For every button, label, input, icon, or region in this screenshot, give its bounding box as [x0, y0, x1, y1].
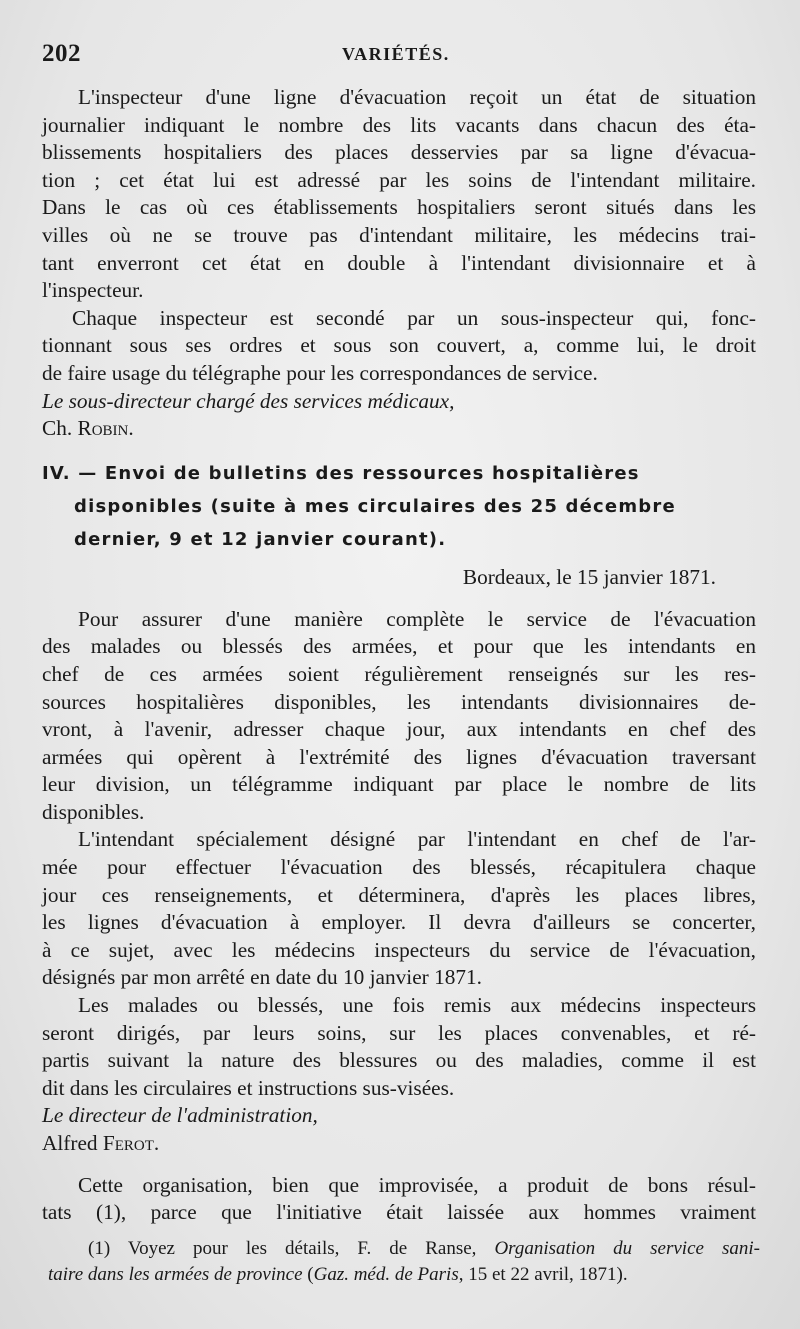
signature-title: Le directeur de l'administration,: [42, 1103, 318, 1128]
footnote-text: (1) Voyez pour les détails, F. de Ranse,: [88, 1238, 495, 1259]
section-heading-line: IV. — Envoi de bulletins des ressources hospitalières: [42, 462, 640, 484]
signature-surname: Robin: [77, 416, 129, 441]
text-line: tionnant sous ses ordres et sous son couvert, a, comme lui, le droit: [42, 333, 756, 358]
spacer: [42, 1158, 756, 1172]
text-line: tion ; cet état lui est adressé par les soins de l'intendant militaire.: [42, 167, 756, 192]
page-number: 202: [42, 40, 81, 67]
text-line: Pour assurer d'une manière complète le service de l'évacuation: [78, 606, 756, 631]
signature-name-suffix: .: [153, 1131, 160, 1155]
footnote: [48, 1236, 760, 1288]
text-line: à ce sujet, avec les médecins inspecteurs du service de l'évacuation,: [42, 937, 756, 962]
text-line: les lignes d'évacuation à employer. Il devra d'ailleurs se concerter,: [42, 910, 756, 935]
paragraph-3: [42, 606, 756, 827]
footnote-line: [48, 1236, 760, 1262]
text-line: tats (1), parce que l'initiative était laissée aux hommes vraiment: [42, 1200, 756, 1225]
paragraph-6: [42, 1172, 756, 1227]
running-head: VARIÉTÉS.: [342, 44, 450, 64]
text-line: Cette organisation, bien que improvisée, a produit de bons résul-: [78, 1172, 756, 1197]
text-line: L'inspecteur d'une ligne d'évacuation reçoit un état de situation: [78, 85, 756, 109]
footnote-title: taire dans les armées de province: [48, 1264, 303, 1285]
text-line: mée pour effectuer l'évacuation des blessés, récapitulera chaque: [42, 855, 756, 880]
paragraph-5: [42, 992, 756, 1102]
paragraph-4: [42, 826, 756, 992]
section-heading: [42, 457, 756, 556]
text-line: Dans le cas où ces établissements hospitaliers seront situés dans les: [42, 195, 756, 220]
section-heading-line: dernier, 9 et 12 janvier courant).: [74, 528, 447, 550]
text-line: désignés par mon arrêté en date du 10 janvier 1871.: [42, 965, 482, 990]
signature-block-2: [42, 1102, 756, 1157]
text-line: Les malades ou blessés, une fois remis aux médecins inspecteurs: [78, 993, 756, 1018]
page-header: [42, 40, 752, 74]
page-body: [42, 84, 756, 1227]
text-line: l'inspecteur.: [42, 278, 144, 303]
signature-name-suffix: .: [128, 416, 134, 441]
text-line: partis suivant la nature des blessures ou des maladies, comme il est: [42, 1048, 756, 1073]
signature-block-1: [42, 388, 756, 443]
text-line: sources hospitalières disponibles, les intendants divisionnaires de-: [42, 689, 756, 714]
text-line: tant enverront cet état en double à l'intendant divisionnaire et à: [42, 250, 756, 275]
signature-name-prefix: Alfred: [42, 1131, 103, 1155]
footnote-line: [48, 1262, 760, 1288]
text-line: chef de ces armées soient régulièrement renseignés sur les res-: [42, 661, 756, 686]
text-line: journalier indiquant le nombre des lits vacants dans chacun des éta-: [42, 112, 756, 137]
signature-name: [42, 415, 756, 443]
text-line: leur division, un télégramme indiquant par place le nombre de lits: [42, 772, 756, 797]
text-line: armées qui opèrent à l'extrémité des lignes d'évacuation traversant: [42, 744, 756, 769]
signature-name: [42, 1130, 756, 1158]
text-line: villes où ne se trouve pas d'intendant militaire, les médecins trai-: [42, 222, 756, 247]
text-line: Chaque inspecteur est secondé par un sous-inspecteur qui, fonc-: [72, 305, 756, 330]
text-line: disponibles.: [42, 799, 145, 824]
text-line: seront dirigés, par leurs soins, sur les places convenables, et ré-: [42, 1020, 756, 1045]
text-line: blissements hospitaliers des places desservies par sa ligne d'évacua-: [42, 140, 756, 165]
text-line: jour ces renseignements, et déterminera, d'après les places libres,: [42, 882, 756, 907]
spacer: [42, 443, 756, 457]
footnote-journal: Gaz. méd. de Paris: [313, 1264, 459, 1285]
paragraph-2: [42, 305, 756, 388]
signature-name-prefix: Ch.: [42, 416, 78, 441]
paragraph-1: [42, 84, 756, 305]
text-line: des malades ou blessés des armées, et pour que les intendants en: [42, 634, 756, 659]
footnote-text: , 15 et 22 avril, 1871).: [458, 1264, 628, 1285]
section-heading-line: disponibles (suite à mes circulaires des 25 décembre: [74, 495, 676, 517]
text-line: de faire usage du télégraphe pour les correspondances de service.: [42, 360, 598, 385]
footnote-title: Organisation du service sani-: [494, 1238, 760, 1259]
footnote-text: (: [302, 1264, 314, 1285]
text-line: L'intendant spécialement désigné par l'intendant en chef de l'ar-: [78, 827, 756, 852]
signature-title: Le sous-directeur chargé des services médicaux,: [42, 388, 455, 413]
text-line: dit dans les circulaires et instructions sus-visées.: [42, 1075, 455, 1100]
text-line: vront, à l'avenir, adresser chaque jour, aux intendants en chef des: [42, 717, 756, 742]
dateline: Bordeaux, le 15 janvier 1871.: [462, 564, 716, 589]
signature-surname: Ferot: [102, 1131, 154, 1155]
